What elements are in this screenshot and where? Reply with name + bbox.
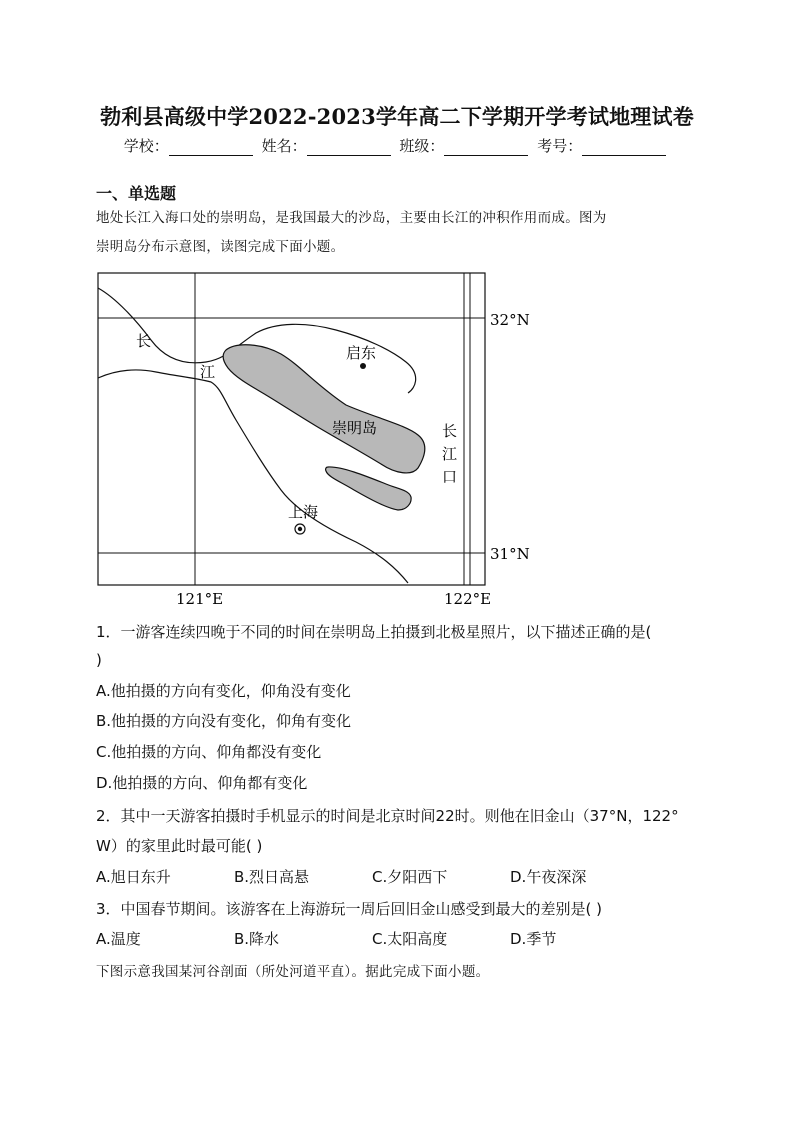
passage2-line1: 下图示意我国某河谷剖面（所处河道平直）。据此完成下面小题。 [96,964,490,980]
lat-32-label: 32°N [490,311,530,329]
estuary-label-1: 长 [442,422,458,440]
q3-option-d[interactable]: D.季节 [510,930,557,948]
q1-option-b[interactable]: B.他拍摄的方向没有变化，仰角有变化 [96,712,352,730]
shanghai-label: 上海 [288,503,319,521]
chongming-map [96,270,536,610]
q1-option-d[interactable]: D.他拍摄的方向、仰角都有变化 [96,774,308,792]
river-label-chang: 长 [136,332,152,350]
q3-option-c[interactable]: C.太阳高度 [372,930,448,948]
q1-option-a[interactable]: A.他拍摄的方向有变化，仰角没有变化 [96,682,351,700]
passage1-line2: 崇明岛分布示意图，读图完成下面小题。 [96,239,345,255]
q2-stem-line2: W）的家里此时最可能( ) [96,837,263,855]
map-frame [98,273,485,585]
exam-title: 勃利县高级中学2022-2023学年高二下学期开学考试地理试卷 [100,104,694,129]
lon-122-label: 122°E [444,590,492,608]
q3-stem: 3．中国春节期间。该游客在上海游玩一周后回旧金山感受到最大的差别是( ) [96,900,603,918]
river-label-jiang: 江 [200,363,216,381]
q2-option-d[interactable]: D.午夜深深 [510,868,587,886]
q1-stem-line1: 1．一游客连续四晚于不同的时间在崇明岛上拍摄到北极星照片，以下描述正确的是( [96,623,652,641]
qidong-label: 启东 [346,344,377,362]
passage1-line1: 地处长江入海口处的崇明岛，是我国最大的沙岛，主要由长江的冲积作用而成。图为 [96,210,607,226]
shanghai-marker-dot [298,527,302,531]
section-heading: 一、单选题 [96,184,177,203]
q3-option-a[interactable]: A.温度 [96,930,141,948]
q2-option-c[interactable]: C.夕阳西下 [372,868,448,886]
q1-option-c[interactable]: C.他拍摄的方向、仰角都没有变化 [96,743,322,761]
q2-options-row [96,866,648,887]
chongming-island-shape [223,345,425,473]
estuary-label-2: 江 [442,445,458,463]
school-blank [169,141,253,156]
student-info-line [0,135,794,156]
school-label: 学校： [123,137,169,155]
name-label: 姓名： [261,137,307,155]
qidong-dot [360,363,366,369]
lon-121-label: 121°E [176,590,224,608]
lat-31-label: 31°N [490,545,530,563]
small-island-shape [326,467,412,510]
estuary-label-3: 口 [442,468,458,486]
name-blank [307,141,391,156]
id-label: 考号： [537,137,583,155]
class-label: 班级： [399,137,445,155]
id-blank [582,141,666,156]
chongming-label: 崇明岛 [332,419,378,437]
q2-option-b[interactable]: B.烈日高悬 [234,868,310,886]
q3-options-row [96,928,648,949]
q3-option-b[interactable]: B.降水 [234,930,280,948]
q2-stem-line1: 2．其中一天游客拍摄时手机显示的时间是北京时间22时。则他在旧金山（37°N，122° [96,807,679,825]
q1-stem-line2: ) [96,651,102,669]
class-blank [444,141,528,156]
q2-option-a[interactable]: A.旭日东升 [96,868,171,886]
